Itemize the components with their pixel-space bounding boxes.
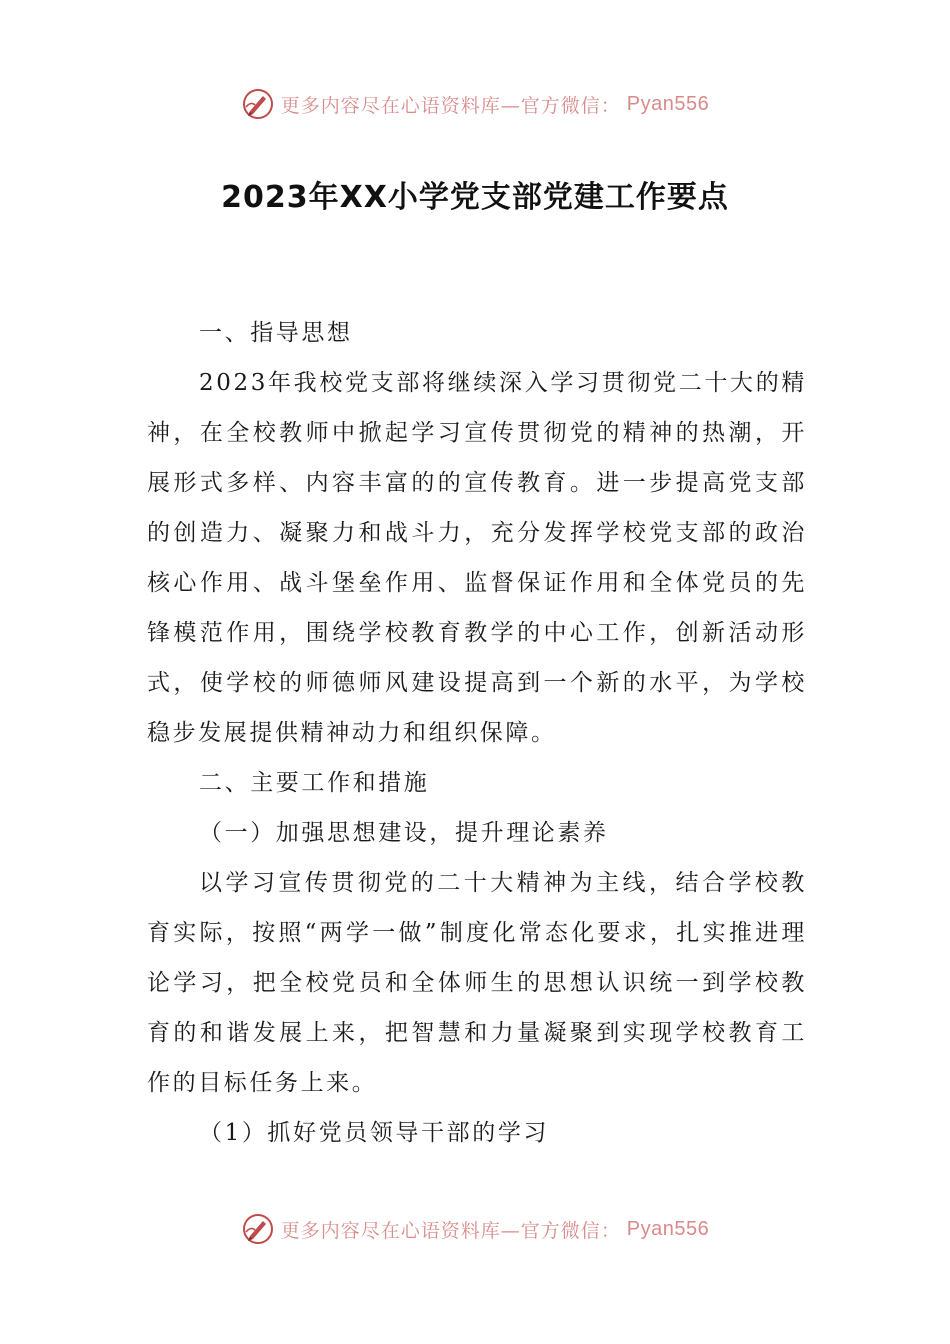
watermark-handle: Pyan556 [626,92,710,115]
pen-logo-icon [241,1212,275,1246]
pen-logo-icon [241,87,275,121]
watermark-text: 更多内容尽在心语资料库—官方微信： [280,1219,621,1242]
watermark-header [0,84,950,124]
document-body [147,308,807,1158]
section-heading: 一、指导思想 [199,320,353,346]
watermark-footer [0,1209,950,1249]
paragraph: 以学习宣传贯彻党的二十大精神为主线，结合学校教育实际，按照“两学一做”制度化常态化要求，扎实推进理论学习，把全校党员和全体师生的思想认识统一到学校教育的和谐发展上来，把智慧和力量凝聚到实现学校教育工作的目标任务上来。 [147,870,807,1096]
item-heading: （1）抓好党员领导干部的学习 [199,1120,550,1146]
watermark-handle: Pyan556 [626,1217,710,1240]
subsection-heading: （一）加强思想建设，提升理论素养 [199,820,609,846]
document-title: 2023年XX小学党支部党建工作要点 [221,180,729,215]
section-heading: 二、主要工作和措施 [199,770,430,796]
watermark-text: 更多内容尽在心语资料库—官方微信： [280,94,621,117]
paragraph: 2023年我校党支部将继续深入学习贯彻党二十大的精神，在全校教师中掀起学习宣传贯彻党的精神的热潮，开展形式多样、内容丰富的的宣传教育。进一步提高党支部的创造力、凝聚力和战斗力，充分发挥学校党支部的政治核心作用、战斗堡垒作用、监督保证作用和全体党员的先锋模范作用，围绕学校教育教学的中心工作，创新活动形式，使学校的师德师风建设提高到一个新的水平，为学校稳步发展提供精神动力和组织保障。 [147,370,807,746]
